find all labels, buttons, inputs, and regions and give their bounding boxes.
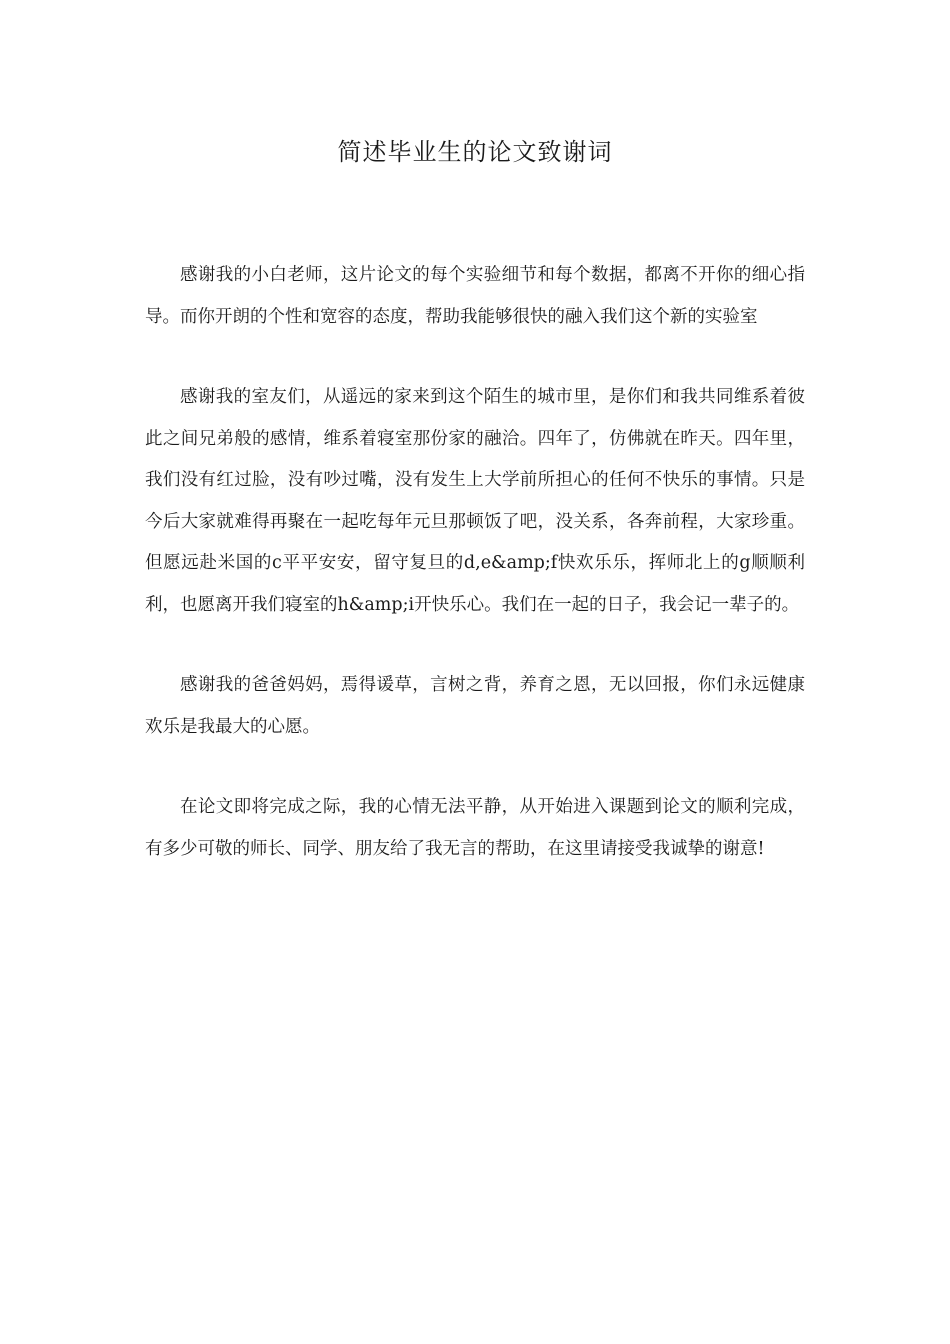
paragraph-thanks-teacher: 感谢我的小白老师，这片论文的每个实验细节和每个数据，都离不开你的细心指导。而你开朗的个性和宽容的态度，帮助我能够很快的融入我们这个新的实验室 (145, 265, 805, 327)
paragraph-thanks-parents: 感谢我的爸爸妈妈，焉得谖草，言树之背，养育之恩，无以回报，你们永远健康欢乐是我最大的心愿。 (145, 675, 805, 737)
document-body (145, 255, 805, 909)
document-title: 简述毕业生的论文致谢词 (337, 138, 613, 166)
paragraph-thanks-roommates: 感谢我的室友们，从遥远的家来到这个陌生的城市里，是你们和我共同维系着彼此之间兄弟般的感情，维系着寝室那份家的融洽。四年了，仿佛就在昨天。四年里，我们没有红过脸，没有吵过嘴，没有发生上大学前所担心的任何不快乐的事情。只是今后大家就难得再聚在一起吃每年元旦那顿饭了吧，没关系，各奔前程，大家珍重。但愿远赴米国的c平平安安，留守复旦的d,e&amp;f快欢乐乐，挥师北上的g顺顺利利，也愿离开我们寝室的h&amp;i开快乐心。我们在一起的日子，我会记一辈子的。 (145, 387, 805, 615)
paragraph-thanks-all: 在论文即将完成之际，我的心情无法平静，从开始进入课题到论文的顺利完成，有多少可敬的师长、同学、朋友给了我无言的帮助，在这里请接受我诚挚的谢意! (145, 797, 805, 859)
